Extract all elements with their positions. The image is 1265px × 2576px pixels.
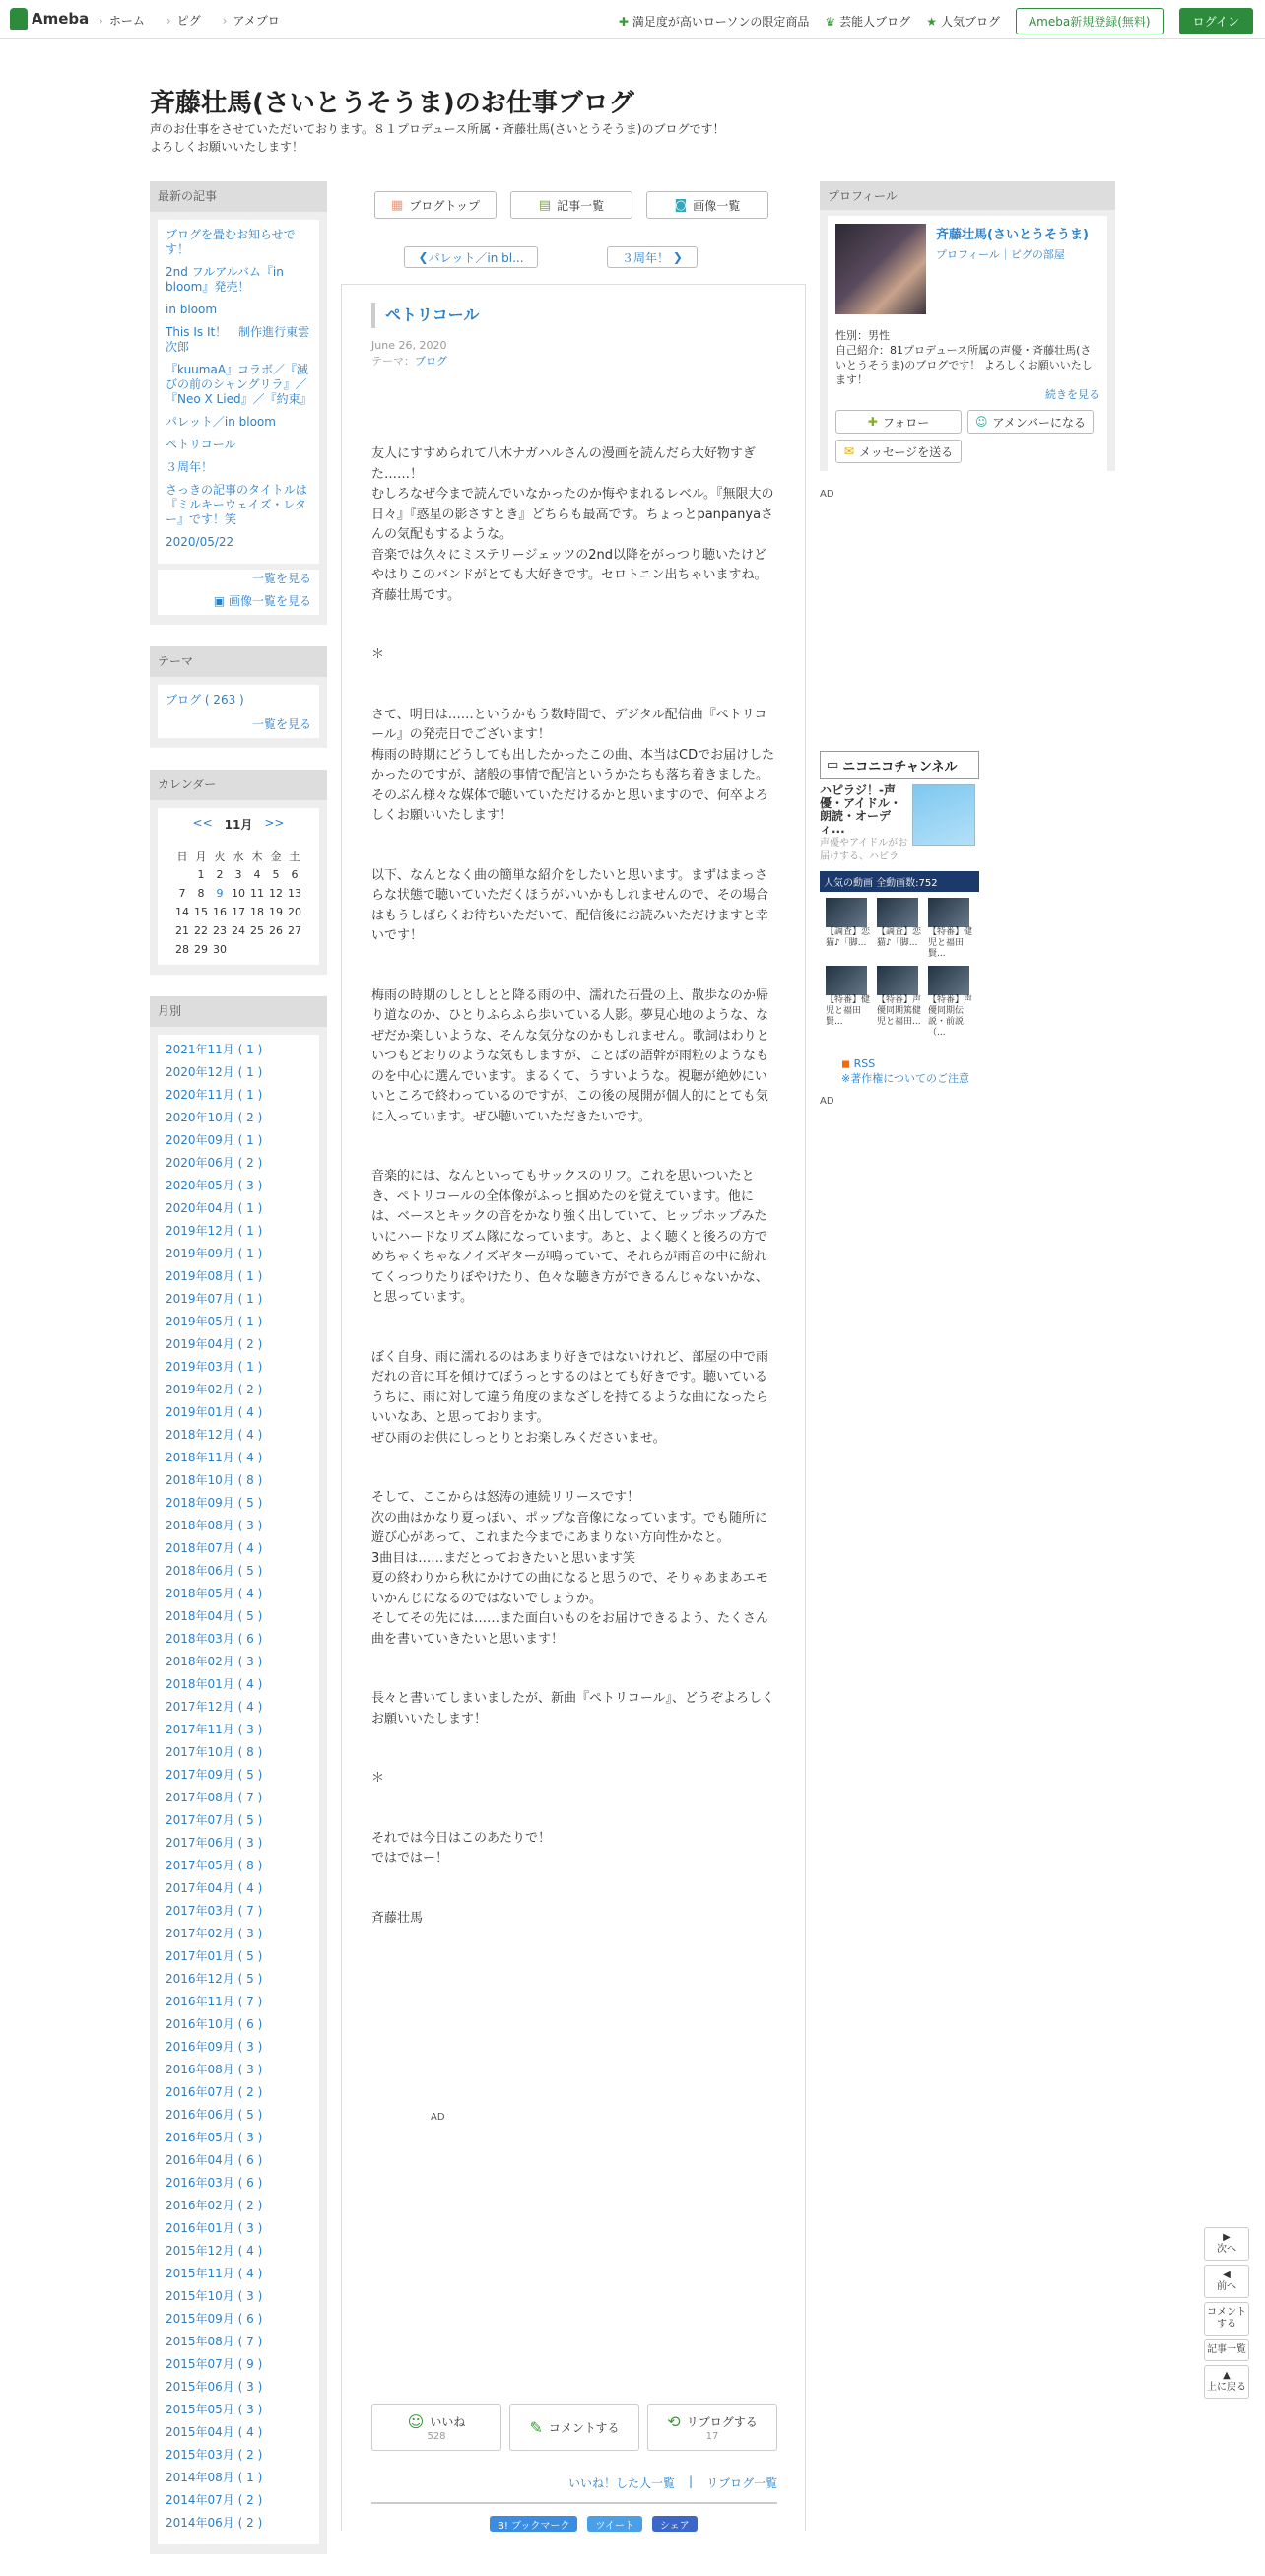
nav-ameblo[interactable]: › アメブロ <box>223 12 280 29</box>
archive-month-link[interactable]: 2015年06月 ( 3 ) <box>166 2380 263 2394</box>
left-sidebar <box>150 181 327 2576</box>
theme-item[interactable]: ブログ ( 263 ) <box>166 693 244 707</box>
archive-month-link[interactable]: 2016年10月 ( 6 ) <box>166 2017 263 2031</box>
calendar-day: 12 <box>269 887 283 900</box>
chevron-left-icon: ❮ <box>418 250 429 264</box>
article-paragraph: さて、明日は……というかもう数時間で、デジタル配信曲『ペトリコール』の発売日でございます！ 梅雨の時期にどうしても出したかったこの曲、本当はCDでお届けしたかったのですが、諸般の事情で配信というかたちも落ち着きました。 そのぶん様々な媒体で聴いていただけるかと思いますので、何卒よろしくお願いいたします！ <box>371 707 775 823</box>
profile-heading: プロフィール <box>820 181 1115 210</box>
niconico-channel[interactable]: ハピラジ！-声優・アイドル・朗読・オーディ... 声優やアイドルがお届けする、ハピラ <box>820 784 979 863</box>
recent-post-link[interactable]: ブログを畳むお知らせです！ <box>166 228 296 256</box>
popular-videos-bar: 人気の動画 全動画数:752 <box>820 871 979 892</box>
copyright-note[interactable]: ※著作権についてのご注意 <box>841 1072 969 1085</box>
calendar-day: 30 <box>213 943 227 956</box>
video-item[interactable] <box>877 898 922 960</box>
recent-post-link[interactable]: 『kuumaA』コラボ／『滅びの前のシャングリラ』／『Neo X Lied』／『約束』 <box>166 363 312 406</box>
calendar-day <box>286 940 304 959</box>
archive-month-link[interactable]: 2017年01月 ( 5 ) <box>166 1949 263 1963</box>
article-paragraph: 以下、なんとなく曲の簡単な紹介をしたいと思います。まずはまっさらな状態で聴いていただくほうがいいかもしれませんので、その場合はもうしばらくお待ちいただいて、配信後にお読みいただけますと幸いです！ <box>371 867 768 943</box>
message-button[interactable]: ✉ メッセージを送る <box>835 440 962 463</box>
archive-month-link[interactable]: 2017年03月 ( 7 ) <box>166 1904 263 1918</box>
prev-button[interactable]: ◀ 前へ <box>1204 2265 1249 2298</box>
ameba-logo-icon <box>10 8 28 30</box>
calendar-day: 27 <box>288 924 301 937</box>
rss-box <box>820 1056 969 1109</box>
calendar-day: 8 <box>197 887 205 900</box>
archive-month-link[interactable]: 2016年11月 ( 7 ) <box>166 1995 263 2008</box>
archive-month-link[interactable]: 2016年07月 ( 2 ) <box>166 2085 263 2099</box>
profile-box <box>820 181 1115 471</box>
theme-more-link[interactable]: 一覧を見る <box>251 717 311 731</box>
article-theme-link[interactable]: ブログ <box>415 355 447 368</box>
archive-month-link[interactable]: 2015年10月 ( 3 ) <box>166 2289 263 2303</box>
recent-post-link[interactable]: パレット／in bloom <box>166 415 276 429</box>
archive-month-link[interactable]: 2019年02月 ( 2 ) <box>166 1383 263 1396</box>
archive-month-link[interactable]: 2015年09月 ( 6 ) <box>166 2312 263 2326</box>
blog-top-button[interactable]: ▦ ブログトップ <box>374 191 497 219</box>
login-button[interactable]: ログイン <box>1179 8 1253 34</box>
image-list-button[interactable]: ◙ 画像一覧 <box>646 191 768 219</box>
calendar-box <box>150 770 327 975</box>
article-paragraph: ぼく自身、雨に濡れるのはあまり好きではないけれど、部屋の中で雨だれの音に耳を傾けてぼうっとするのはとても好きです。聴いているうちに、雨に対して違う角度のまなざしを持てるような曲になったらいいなあ、と思っております。 ぜひ雨のお供にしっとりとお楽しみくださいませ。 <box>371 1349 769 1446</box>
archive-month-link[interactable]: 2018年01月 ( 4 ) <box>166 1677 263 1691</box>
blog-description: 声のお仕事をさせていただいております。８１プロデュース所属・斉藤壮馬(さいとうそうま)のブログです！ よろしくお願いいたします！ <box>150 122 725 154</box>
archive-month-link[interactable]: 2019年01月 ( 4 ) <box>166 1405 263 1419</box>
calendar-weekday: 水 <box>233 849 244 863</box>
right-sidebar <box>820 181 1115 1107</box>
article <box>341 284 806 2531</box>
lawson-link[interactable]: ✚ 満足度が高いローソンの限定商品 <box>618 14 810 29</box>
archive-month-link[interactable]: 2016年05月 ( 3 ) <box>166 2131 263 2144</box>
global-header <box>0 0 1265 39</box>
calendar-day: 11 <box>250 887 264 900</box>
recent-post-link[interactable]: 2nd フルアルバム『in bloom』発売！ <box>166 265 284 294</box>
calendar-day: 19 <box>269 906 283 918</box>
hatena-bookmark-button[interactable]: B! ブックマーク <box>490 2516 577 2532</box>
archive-month-link[interactable]: 2020年12月 ( 1 ) <box>166 1065 263 1079</box>
video-caption: 【特番】健児と福田賢... <box>826 995 871 1027</box>
archive-month-link[interactable]: 2020年09月 ( 1 ) <box>166 1133 263 1147</box>
archive-month-link[interactable]: 2017年07月 ( 5 ) <box>166 1813 263 1827</box>
divider <box>371 2502 777 2504</box>
calendar-day: 13 <box>288 887 301 900</box>
archive-month-link[interactable]: 2015年11月 ( 4 ) <box>166 2267 263 2280</box>
archive-month-link[interactable]: 2021年11月 ( 1 ) <box>166 1043 263 1056</box>
archive-month-link[interactable]: 2016年02月 ( 2 ) <box>166 2199 263 2212</box>
article-sub-links: いいね！した人一覧 | リブログ一覧 <box>568 2474 778 2490</box>
archive-month-link[interactable]: 2019年07月 ( 1 ) <box>166 1292 263 1306</box>
plus-icon: ✚ <box>618 14 629 29</box>
video-thumbnail <box>877 898 918 927</box>
recent-heading: 最新の記事 <box>150 181 327 212</box>
archive-month-link[interactable]: 2016年08月 ( 3 ) <box>166 2063 263 2076</box>
archive-month-link[interactable]: 2017年06月 ( 3 ) <box>166 1836 263 1850</box>
calendar-prev[interactable]: << <box>192 816 213 830</box>
side-entry-list-button[interactable]: 記事一覧 <box>1204 2339 1249 2361</box>
video-item[interactable] <box>928 898 973 960</box>
archive-month-link[interactable]: 2015年03月 ( 2 ) <box>166 2448 263 2462</box>
video-item[interactable] <box>928 966 973 1039</box>
facebook-share-button[interactable]: シェア <box>652 2516 698 2532</box>
niconico-widget <box>820 751 979 1039</box>
recent-list <box>158 220 319 564</box>
article-paragraph: 友人にすすめられて八木ナガハルさんの漫画を読んだら大好物すぎた……！ むしろなぜ今まで読んでいなかったのか悔やまれるレベル。『無限大の日々』『惑星の影さすとき』どちらも最高です。ちょっとpanpanyaさんの気配もするような。 音楽では久々にミステリージェッツの2nd以降をがっつり聴いたけどやはりこのバンドがとても大好きです。セロトニン出ちゃいますね。斉藤壮馬です。 <box>371 446 774 603</box>
archive-month-link[interactable]: 2019年03月 ( 1 ) <box>166 1360 263 1374</box>
recent-post-link[interactable]: ３周年！ <box>166 460 214 474</box>
article-paragraph: ＊ <box>371 1771 385 1786</box>
archive-month-link[interactable]: 2019年04月 ( 2 ) <box>166 1337 263 1351</box>
calendar-weekday: 木 <box>251 849 263 863</box>
calendar-day: 20 <box>288 906 301 918</box>
video-item[interactable] <box>826 898 871 960</box>
archive-month-link[interactable]: 2020年06月 ( 2 ) <box>166 1156 263 1170</box>
play-icon: ▶ <box>1223 2232 1231 2243</box>
archive-month-link[interactable]: 2020年10月 ( 2 ) <box>166 1111 263 1124</box>
archive-month-link[interactable]: 2020年11月 ( 1 ) <box>166 1088 263 1102</box>
follow-button[interactable]: ✚ フォロー <box>835 410 962 434</box>
blog-nav-buttons <box>374 191 768 219</box>
archive-month-link[interactable]: 2017年12月 ( 4 ) <box>166 1700 263 1714</box>
rss-link[interactable]: ◼ RSS <box>841 1057 876 1070</box>
video-thumbnail <box>928 966 969 995</box>
calendar-day: 22 <box>194 924 208 937</box>
calendar-next[interactable]: >> <box>264 816 285 830</box>
archive-month-link[interactable]: 2018年02月 ( 3 ) <box>166 1655 263 1668</box>
article-body <box>371 444 777 1968</box>
calendar-day: 24 <box>232 924 245 937</box>
next-entry-link[interactable]: ３周年！ ❯ <box>607 246 698 268</box>
calendar-day: 17 <box>232 906 245 918</box>
article-title[interactable]: ペトリコール <box>371 303 479 328</box>
video-thumbnail <box>826 898 867 927</box>
reblog-icon: ⟲ <box>667 2412 681 2431</box>
archive-month-link[interactable]: 2016年03月 ( 6 ) <box>166 2176 263 2190</box>
smile-icon: ☺ <box>407 2412 425 2431</box>
archive-month-link[interactable]: 2019年05月 ( 1 ) <box>166 1315 263 1328</box>
calendar-day: 2 <box>216 868 224 881</box>
video-thumbnail <box>928 898 969 927</box>
archive-month-link[interactable]: 2015年08月 ( 7 ) <box>166 2335 263 2348</box>
archive-month-link[interactable]: 2017年10月 ( 8 ) <box>166 1745 263 1759</box>
calendar-day: 16 <box>213 906 227 918</box>
register-button[interactable]: Ameba新規登録(無料) <box>1016 8 1164 34</box>
archive-month-link[interactable]: 2019年08月 ( 1 ) <box>166 1269 263 1283</box>
calendar-day <box>267 940 286 959</box>
calendar-weekday: 火 <box>214 849 226 863</box>
header-right <box>619 8 1253 34</box>
calendar-day <box>230 940 248 959</box>
video-caption: 【調査】恋猫♪「脚... <box>826 927 871 948</box>
calendar-day: 10 <box>232 887 245 900</box>
back-icon: ◀ <box>1223 2270 1231 2280</box>
archive-month-link[interactable]: 2017年02月 ( 3 ) <box>166 1927 263 1940</box>
comment-icon: ✎ <box>529 2417 543 2437</box>
calendar-day: 18 <box>250 906 264 918</box>
archive-month-link[interactable]: 2014年06月 ( 2 ) <box>166 2516 263 2530</box>
recent-post-link[interactable]: さっきの記事のタイトルは『ミルキーウェイズ・レター』です！笑 <box>166 483 307 526</box>
archive-month-link[interactable]: 2016年01月 ( 3 ) <box>166 2221 263 2235</box>
archive-month-link[interactable]: 2015年07月 ( 9 ) <box>166 2357 263 2371</box>
archive-month-link[interactable]: 2017年04月 ( 4 ) <box>166 1881 263 1895</box>
archive-month-link[interactable]: 2017年11月 ( 3 ) <box>166 1723 263 1736</box>
article-ad-label: AD <box>431 2112 445 2123</box>
archive-month-link[interactable]: 2017年05月 ( 8 ) <box>166 1859 263 1872</box>
calendar-month: 11月 <box>224 818 253 832</box>
article-paragraph: それでは今日はこのあたりで！ ではではー！ <box>371 1830 552 1865</box>
calendar-weekday: 金 <box>270 849 282 863</box>
recent-post-link[interactable]: in bloom <box>166 303 218 316</box>
archive-month-link[interactable]: 2015年04月 ( 4 ) <box>166 2425 263 2439</box>
archive-month-link[interactable]: 2020年05月 ( 3 ) <box>166 1179 263 1192</box>
archive-month-link[interactable]: 2018年08月 ( 3 ) <box>166 1519 263 1532</box>
celeb-blog-link[interactable]: ♛ 芸能人ブログ <box>825 14 911 29</box>
video-item[interactable] <box>877 966 922 1039</box>
archive-month-link[interactable]: 2016年09月 ( 3 ) <box>166 2040 263 2054</box>
calendar-day: 21 <box>175 924 189 937</box>
blog-title[interactable]: 斉藤壮馬(さいとうそうま)のお仕事ブログ <box>150 89 634 118</box>
video-item[interactable] <box>826 966 871 1039</box>
calendar-day: 5 <box>272 868 280 881</box>
archive-month-link[interactable]: 2017年08月 ( 7 ) <box>166 1791 263 1804</box>
calendar-day: 26 <box>269 924 283 937</box>
calendar-day <box>173 865 192 884</box>
recent-post-link[interactable]: 2020/05/22 <box>166 535 234 549</box>
archive-month-link[interactable]: 2018年06月 ( 5 ) <box>166 1564 263 1578</box>
nav-home[interactable]: › ホーム <box>99 12 145 29</box>
article-meta: June 26, 2020 テーマ：ブログ <box>371 339 447 368</box>
calendar-table <box>173 847 304 959</box>
ameba-logo[interactable]: Ameba <box>10 8 89 30</box>
plus-icon: ✚ <box>867 415 878 429</box>
rss-icon: ◼ <box>841 1057 851 1070</box>
video-caption: 【調査】恋猫♪「脚... <box>877 927 922 948</box>
archive-month-link[interactable]: 2018年07月 ( 4 ) <box>166 1541 263 1555</box>
archive-month-link[interactable]: 2020年04月 ( 1 ) <box>166 1201 263 1215</box>
archive-month-link[interactable]: 2018年05月 ( 4 ) <box>166 1587 263 1600</box>
article-paragraph: 長々と書いてしまいましたが、新曲『ペトリコール』、どうぞよろしくお願いいたします！ <box>371 1691 774 1727</box>
side-comment-button[interactable]: コメントする <box>1204 2302 1249 2336</box>
archive-month-link[interactable]: 2018年10月 ( 8 ) <box>166 1473 263 1487</box>
archive-month-link[interactable]: 2018年12月 ( 4 ) <box>166 1428 263 1442</box>
archive-month-link[interactable]: 2016年12月 ( 5 ) <box>166 1972 263 1986</box>
video-caption: 【特番】声優同期篤健児と福田... <box>877 995 922 1027</box>
archive-month-link[interactable]: 2018年09月 ( 5 ) <box>166 1496 263 1510</box>
recent-post-link[interactable]: ペトリコール <box>166 438 236 451</box>
list-icon: ▤ <box>538 197 552 213</box>
video-thumbnail <box>877 966 918 995</box>
niconico-header[interactable]: ▭ ニコニコチャンネル <box>820 751 979 779</box>
calendar-day: 25 <box>250 924 264 937</box>
article-paragraph: 音楽的には、なんといってもサックスのリフ。これを思いついたとき、ペトリコールの全体像がふっと掴めたのを覚えています。他には、ベースとキックの音をかなり強く出していて、ヒップホップみたいにハードなリズム隊になっています。あと、よく聴くと後ろの方でめちゃくちゃなノイズギターが鳴っていて、それらが雨音の中に紛れてくっつりたりぼやけたり、色々な聴き方ができるんじゃないかな、と思っています。 <box>371 1169 768 1305</box>
share-buttons <box>490 2516 698 2532</box>
profile-name[interactable]: 斉藤壮馬(さいとうそうま) <box>936 228 1089 242</box>
archive-month-link[interactable]: 2018年04月 ( 5 ) <box>166 1609 263 1623</box>
up-arrow-icon: ▲ <box>1223 2370 1231 2381</box>
profile-avatar[interactable] <box>835 224 926 314</box>
calendar-day: 6 <box>291 868 299 881</box>
archive-month-link[interactable]: 2018年03月 ( 6 ) <box>166 1632 263 1646</box>
nav-pigg[interactable]: › ピグ <box>166 12 201 29</box>
calendar-day: 15 <box>194 906 208 918</box>
archive-month-link[interactable]: 2019年12月 ( 1 ) <box>166 1224 263 1238</box>
calendar-icon: ▦ <box>391 197 404 213</box>
video-grid <box>820 898 979 1039</box>
niconico-tv-icon: ▭ <box>827 757 839 773</box>
profile-ad-label: AD <box>820 489 834 500</box>
video-caption: 【特番】声優同期伝説・前説（... <box>928 995 973 1038</box>
recent-post-link[interactable]: This Is It！ 制作進行東雲次郎 <box>166 325 310 354</box>
crown-icon: ♛ <box>825 14 836 29</box>
calendar-day: 23 <box>213 924 227 937</box>
archive-month-link[interactable]: 2016年04月 ( 6 ) <box>166 2153 263 2167</box>
image-icon: ▣ <box>213 594 229 608</box>
archive-month-link[interactable]: 2017年09月 ( 5 ) <box>166 1768 263 1782</box>
video-caption: 【特番】健児と福田賢... <box>928 927 973 959</box>
popular-blog-link[interactable]: ★ 人気ブログ <box>926 14 1000 29</box>
archive-list <box>158 1035 319 2544</box>
article-paragraph: ＊ <box>371 647 385 662</box>
comment-button[interactable]: ✎ コメントする <box>509 2404 639 2451</box>
amember-button[interactable]: ☺ アメンバーになる <box>967 410 1094 434</box>
chevron-right-icon: ❯ <box>669 250 683 264</box>
star-icon: ★ <box>926 14 937 29</box>
archive-month-link[interactable]: 2014年07月 ( 2 ) <box>166 2493 263 2507</box>
archive-month-link[interactable]: 2019年09月 ( 1 ) <box>166 1247 263 1260</box>
tweet-button[interactable]: ツイート <box>587 2516 642 2532</box>
article-paragraph: 梅雨の時期のしとしとと降る雨の中、濡れた石畳の上、散歩なのか帰り道なのか、ひとりふらふら歩いている人影。夢見心地のような、なぜだか楽しいような、そんな気分なのかもしれません。歌詞はわりといつもどおりのような気もしますが、ことばの語幹が雨粒のようなものを中心に選んでいます。まるくて、うすいような。視聴が絶妙にいいところで終わっているのですが、この後の展開が個人的にとても気に入っています。ぜひ聴いていただきたいです。 <box>371 987 769 1124</box>
archive-month-link[interactable]: 2016年06月 ( 5 ) <box>166 2108 263 2122</box>
recent-more-link[interactable]: 一覧を見る <box>251 572 311 585</box>
calendar-heading: カレンダー <box>150 770 327 800</box>
mail-icon: ✉ <box>843 444 854 458</box>
calendar-day: 3 <box>234 868 242 881</box>
archive-month-link[interactable]: 2015年12月 ( 4 ) <box>166 2244 263 2258</box>
channel-thumbnail <box>912 784 975 846</box>
calendar-day: 28 <box>175 943 189 956</box>
profile-more-link[interactable]: 続きを見る <box>1045 388 1099 401</box>
header-nav <box>99 12 280 29</box>
reblog-list-link[interactable]: リブログ一覧 <box>706 2476 778 2490</box>
archive-heading: 月別 <box>150 996 327 1027</box>
profile-info: 性別：男性 自己紹介：81プロデュース所属の声優・斉藤壮馬(さいとうそうま)のブログです！ よろしくお願いいたします！ 続きを見る <box>835 329 1099 401</box>
calendar-day: 4 <box>253 868 261 881</box>
image-list-link[interactable]: ▣ 画像一覧を見る <box>213 594 311 608</box>
article-date: June 26, 2020 <box>371 339 447 352</box>
rss-ad-label: AD <box>820 1096 834 1107</box>
like-button[interactable]: ☺ いいね 528 <box>371 2404 501 2451</box>
camera-icon: ◙ <box>674 197 688 213</box>
calendar-weekday: 土 <box>289 849 300 863</box>
calendar-day[interactable]: 9 <box>216 887 224 900</box>
calendar-day: 7 <box>178 887 186 900</box>
article-actions <box>371 2404 777 2451</box>
archive-month-link[interactable]: 2014年08月 ( 1 ) <box>166 2471 263 2484</box>
recent-posts <box>150 181 327 625</box>
calendar-day: 29 <box>194 943 208 956</box>
calendar-weekday: 月 <box>195 849 207 863</box>
entry-list-button[interactable]: ▤ 記事一覧 <box>510 191 632 219</box>
liked-users-link[interactable]: いいね！した人一覧 <box>568 2476 676 2490</box>
archive-box <box>150 996 327 2554</box>
article-paragraph: そして、ここからは怒涛の連続リリースです！ 次の曲はかなり夏っぽい、ポップな音像になっています。でも随所に遊び心があって、これまた今までにあまりない方向性かなと。 3曲目は……まだとっておきたいと思います笑 夏の終わりから秋にかけての曲になると思うので、そりゃあまあエモいかんじになるのではないでしょうか。 そしてその先には……また面白いものをお届けできるよう、たくさん曲を書いていきたいと思います！ <box>371 1490 769 1647</box>
calendar-day: 1 <box>197 868 205 881</box>
calendar-day <box>248 940 267 959</box>
prev-entry-link[interactable]: ❮ パレット／in bl... <box>404 246 538 268</box>
theme-heading: テーマ <box>150 646 327 677</box>
video-thumbnail <box>826 966 867 995</box>
user-add-icon: ☺ <box>975 415 988 429</box>
back-to-top-button[interactable]: ▲ 上に戻る <box>1204 2365 1249 2399</box>
theme-box <box>150 646 327 748</box>
side-float-nav <box>1204 2227 1249 2399</box>
calendar-day: 14 <box>175 906 189 918</box>
archive-month-link[interactable]: 2018年11月 ( 4 ) <box>166 1451 263 1464</box>
reblog-button[interactable]: ⟲ リブログする 17 <box>647 2404 777 2451</box>
article-paragraph: 斉藤壮馬 <box>371 1910 424 1926</box>
archive-month-link[interactable]: 2015年05月 ( 3 ) <box>166 2403 263 2416</box>
calendar-weekday: 日 <box>176 849 188 863</box>
profile-links[interactable]: プロフィール｜ピグの部屋 <box>936 248 1065 261</box>
next-button[interactable]: ▶ 次へ <box>1204 2227 1249 2261</box>
